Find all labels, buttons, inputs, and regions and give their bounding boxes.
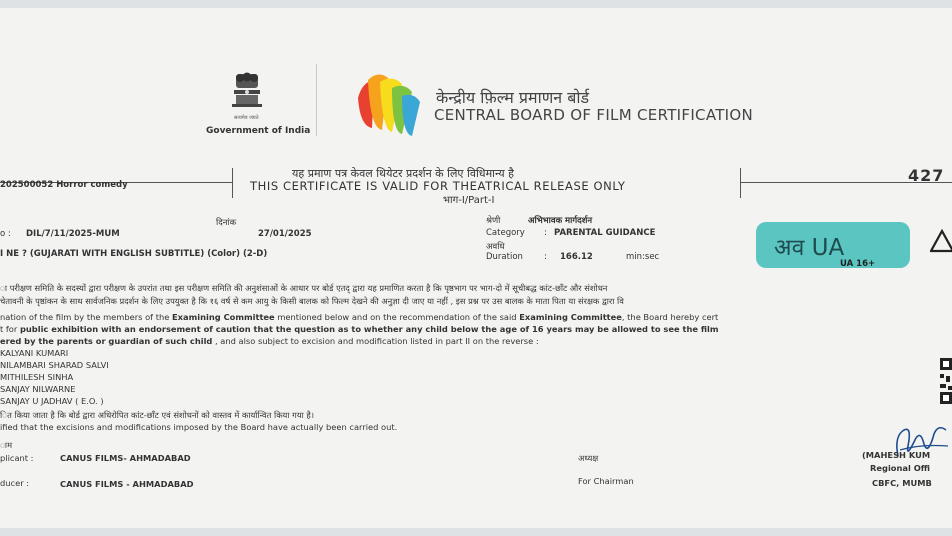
cert-no-value: DIL/7/11/2025-MUM [26,229,120,239]
category-hindi-label: श्रेणी [486,216,501,226]
category-hindi-value: अभिभावक मार्गदर्शन [528,216,593,226]
eng-text-e: , the Board hereby cert [621,312,719,322]
committee-member: MITHILESH SINHA [0,372,74,382]
cbfc-logo-icon [352,68,424,140]
government-label: Government of India [206,126,311,136]
applicant-hindi-label: ाम [0,440,13,450]
committee-member: SANJAY U JADHAV ( E.O. ) [0,396,104,406]
date-value: 27/01/2025 [258,229,312,239]
signatory-name: (MAHESH KUM [862,450,931,460]
header-divider [316,64,317,136]
chairman-english: For Chairman [578,476,634,486]
rating-sub: UA 16+ [840,259,876,269]
validity-hindi: यह प्रमाण पत्र केवल थियेटर प्रदर्शन के लिए विधिमान्य है [292,167,514,180]
certificate-page [0,8,952,528]
date-label: दिनांक [216,218,237,228]
eng-text-c: mentioned below and on the recommendation of the said [274,312,520,322]
chairman-hindi: अध्यक्ष [578,453,599,463]
signatory-office: CBFC, MUMB [872,478,932,488]
committee-member: KALYANI KUMARI [0,348,69,358]
eng-text-f: t for [0,324,20,334]
cert-no-label: o : [0,229,11,239]
eng-text-h: ered by the parents or guardian of such child [0,336,213,346]
duration-unit: min:sec [626,252,660,262]
box-right-edge [740,168,741,198]
emblem-motto: सत्यमेव जयते [234,115,259,121]
hindi-paragraph-2: चेतावनी के पृष्ठांकन के साथ सार्वजनिक प्रदर्शन के लिए उपयुक्त है कि १६ वर्ष से कम आयु के किसी बालक को फिल्म देखने की अनुज्ञा दी जाए या नहीं , इस प्रश्न पर उस बालक के माता पिता या संरक्षक द्वारा वि [0,296,624,306]
committee-member: NILAMBARI SHARAD SALVI [0,360,109,370]
certified-hindi: ित किया जाता है कि बोर्ड द्वारा अधिरोपित कांट-छाँट एवं संशोधनों को वास्तव में कार्यान्वित किया गया है। [0,410,314,420]
applicant-value: CANUS FILMS- AHMADABAD [60,453,191,463]
producer-value: CANUS FILMS - AHMADABAD [60,479,194,489]
box-left-edge [232,168,233,198]
warning-triangle-icon [930,229,952,253]
producer-label: ducer : [0,478,30,488]
eng-text-d: Examining Committee [519,312,622,322]
duration-value: 166.12 [560,252,593,262]
board-name-english: CENTRAL BOARD OF FILM CERTIFICATION [434,106,754,124]
category-label: Category [486,228,525,238]
english-line-2 [0,324,719,334]
hindi-paragraph-1: ा परीक्षण समिति के सदस्यों द्वारा परीक्षण के उपरांत तथा इस परीक्षण समिति की अनुशंसाओं के आधार पर बोर्ड एतद् द्वारा यह प्रमाणित करता है कि पृष्ठभाग पर भाग-दो में सूचीबद्ध कांट-छाँट और संशोधन [0,283,608,293]
signatory-title: Regional Offi [870,463,931,473]
applicant-label: plicant : [0,453,34,463]
part-label: भाग-I/Part-I [443,195,495,206]
english-line-1 [0,312,718,322]
film-title: I NE ? (GUJARATI WITH ENGLISH SUBTITLE) (Color) (2-D) [0,249,268,259]
qr-code-icon [940,358,952,406]
eng-text-g: public exhibition with an endorsement of caution that the question as to whether any child below the age of 16 years may be allowed to see the film [19,324,719,334]
category-value: PARENTAL GUIDANCE [554,228,656,238]
validity-english: THIS CERTIFICATE IS VALID FOR THEATRICAL RELEASE ONLY [250,179,626,193]
certified-english: ified that the excisions and modifications imposed by the Board have actually been carried out. [0,422,398,432]
english-line-3 [0,336,539,346]
duration-hindi-label: अवधि [486,242,505,252]
category-colon: : [544,228,547,238]
certificate-number: 427 [908,166,945,185]
committee-member: SANJAY NILWARNE [0,384,76,394]
eng-text-b: Examining Committee [171,312,275,322]
duration-label: Duration [486,252,523,262]
board-name-hindi: केन्द्रीय फ़िल्म प्रमाणन बोर्ड [436,88,590,107]
eng-text-a: nation of the film by the members of the [0,312,172,322]
eng-text-i: , and also subject to excision and modification listed in part II on the reverse : [212,336,539,346]
national-emblem-icon [222,68,272,118]
film-reference: 202500052 Horror comedy [0,180,128,190]
duration-colon: : [544,252,547,262]
rating-symbol: अव UA [774,235,845,261]
